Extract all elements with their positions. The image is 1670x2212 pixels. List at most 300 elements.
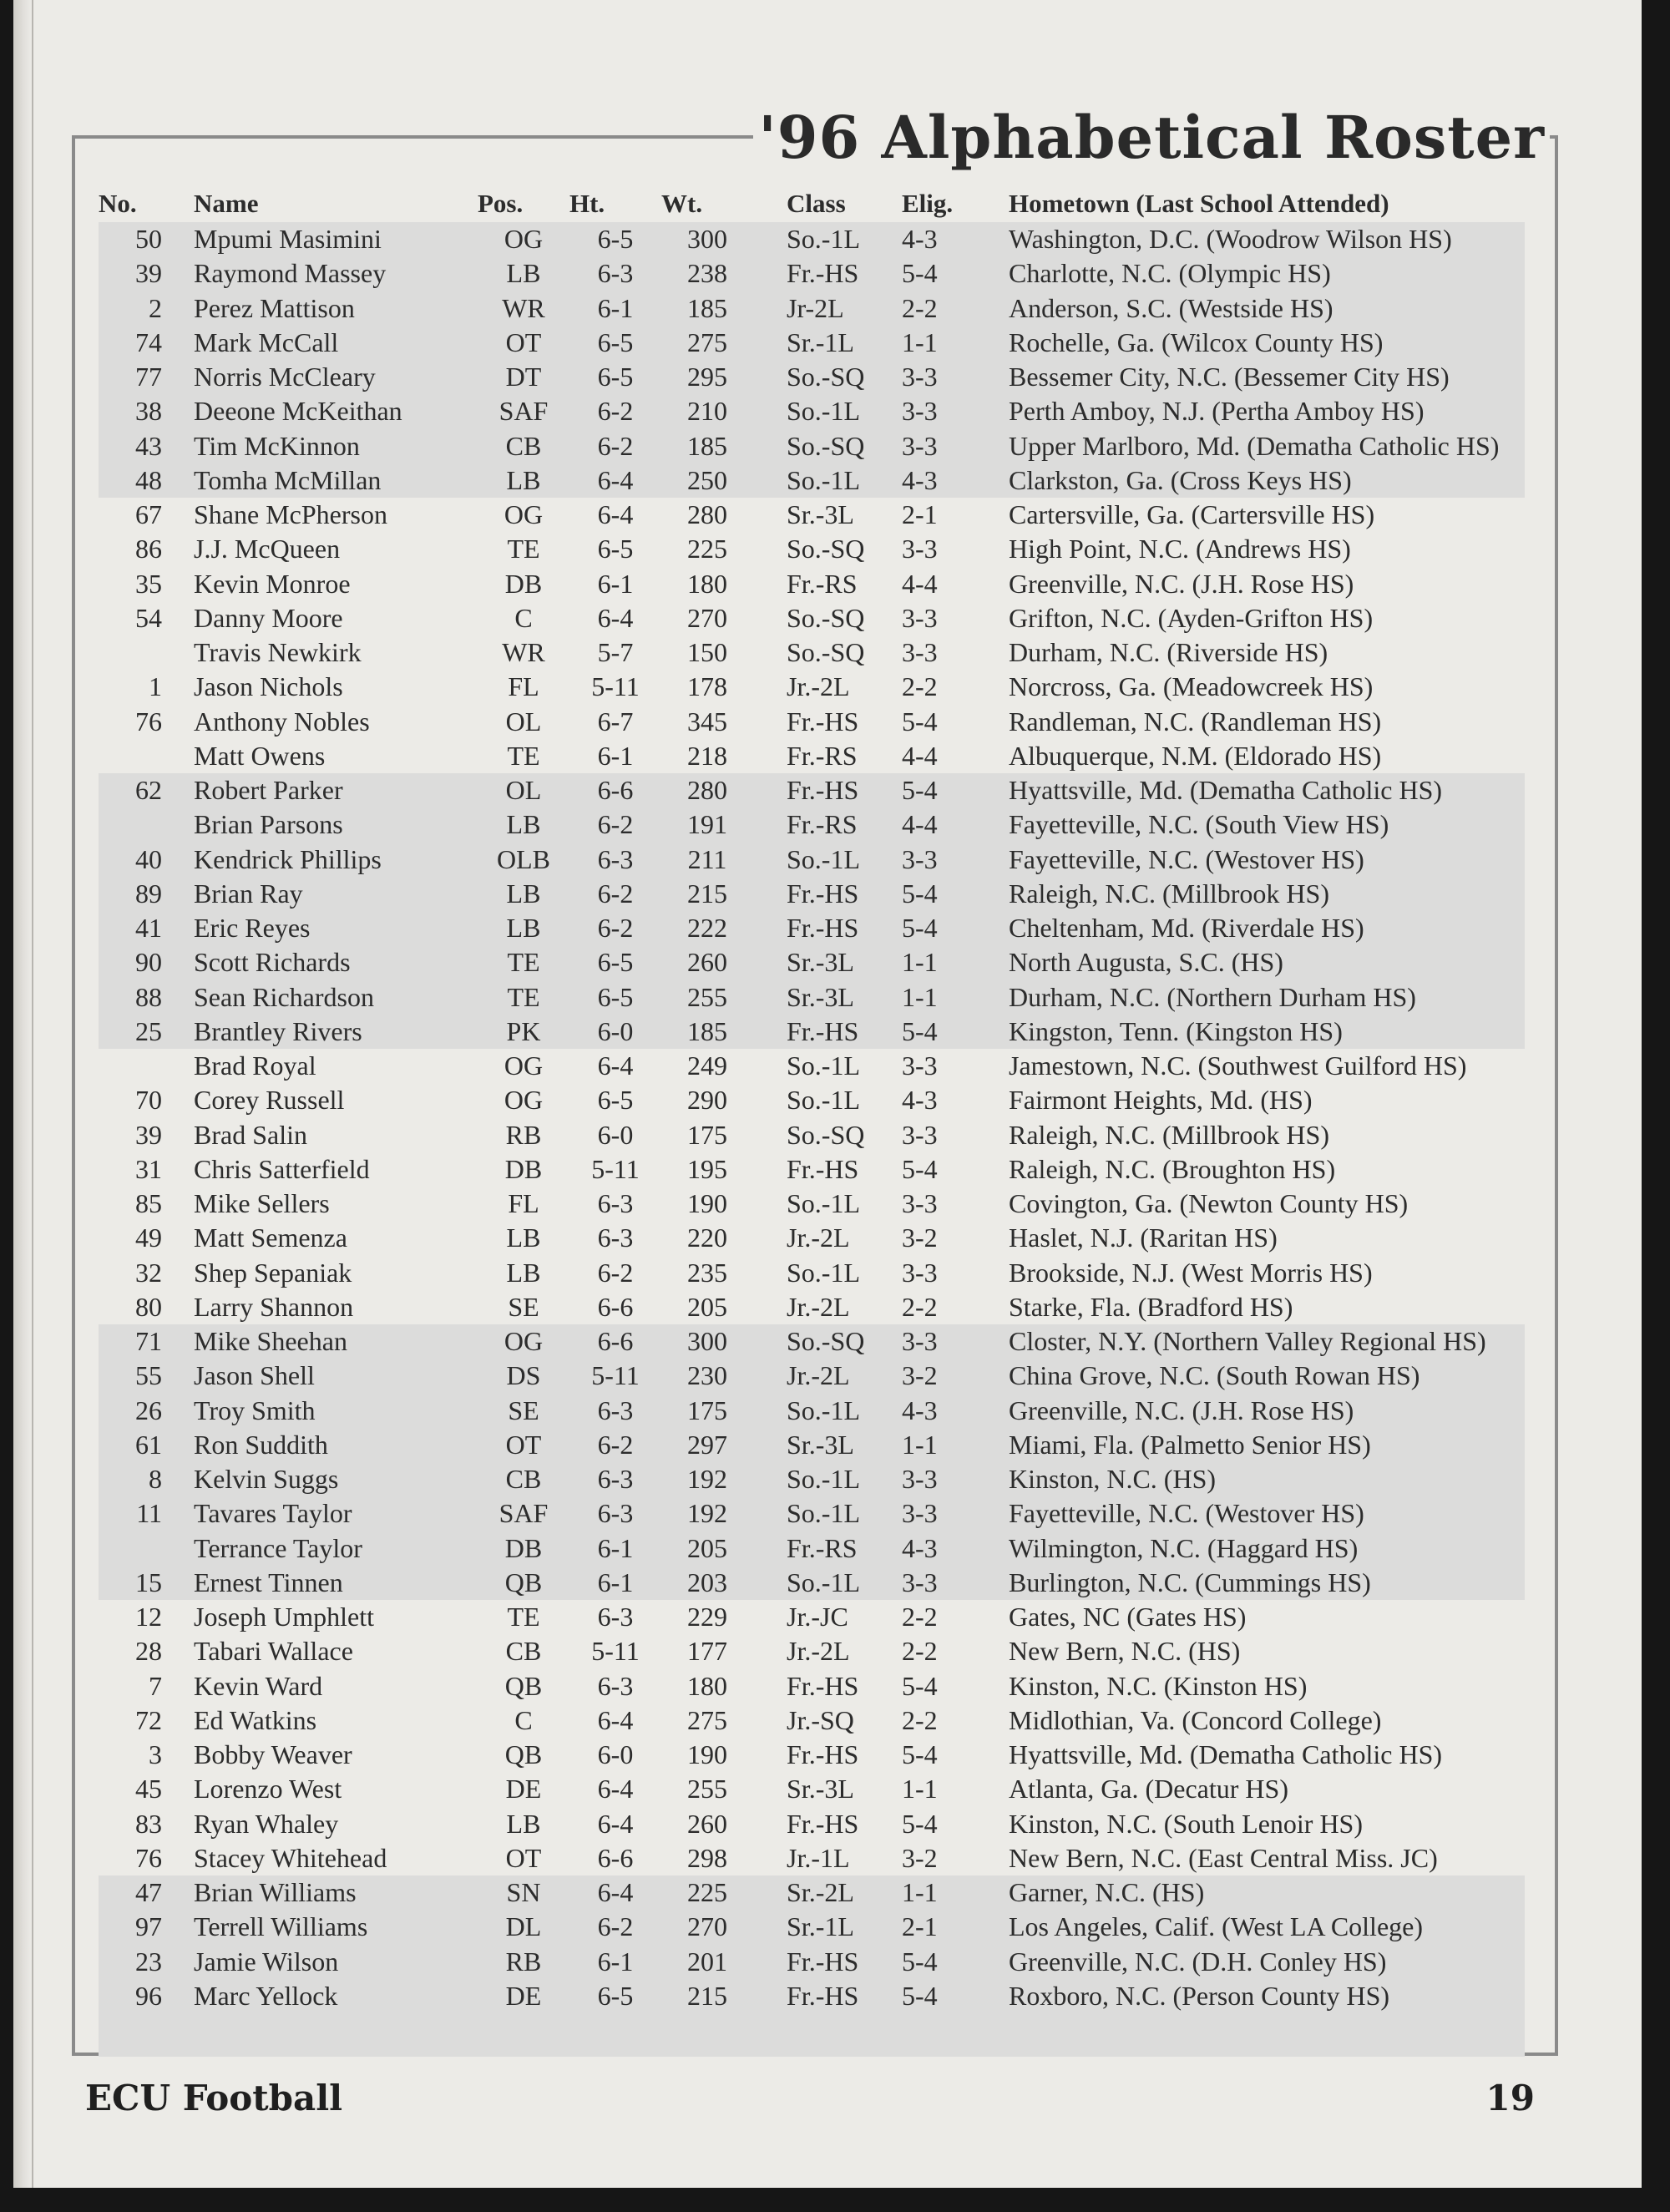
cell-hometown: Jamestown, N.C. (Southwest Guilford HS) (1009, 1050, 1467, 1081)
table-row (99, 877, 1525, 911)
cell-no (99, 807, 162, 842)
cell-hometown: Wilmington, N.C. (Haggard HS) (1009, 1532, 1359, 1563)
cell-pos: FL (508, 671, 539, 702)
cell-no: 88 (135, 981, 162, 1012)
cell-name: Kevin Ward (194, 1670, 323, 1701)
cell-class: So.-1L (787, 1567, 860, 1597)
cell-name: Anthony Nobles (194, 706, 370, 736)
cell-wt: 192 (687, 1498, 727, 1529)
table-row (99, 394, 1525, 428)
cell-ht: 6-2 (597, 430, 634, 461)
cell-name: Jason Nichols (194, 671, 343, 702)
cell-elig: 5-4 (902, 258, 938, 289)
cell-class: So.-1L (787, 1050, 860, 1081)
cell-name: J.J. McQueen (194, 534, 341, 564)
cell-hometown: Bessemer City, N.C. (Bessemer City HS) (1009, 362, 1450, 392)
cell-name: Ernest Tinnen (194, 1567, 343, 1597)
cell-name: Jamie Wilson (194, 1946, 339, 1977)
cell-wt: 192 (687, 1464, 727, 1495)
cell-hometown: Brookside, N.J. (West Morris HS) (1009, 1257, 1373, 1288)
cell-wt: 211 (687, 843, 727, 874)
cell-elig: 2-1 (902, 499, 938, 530)
cell-hometown: Charlotte, N.C. (Olympic HS) (1009, 258, 1331, 289)
cell-pos: LB (506, 878, 541, 909)
cell-pos: TE (507, 1602, 540, 1632)
cell-pos: TE (507, 534, 540, 564)
cell-pos: DB (504, 1153, 543, 1184)
cell-wt: 275 (687, 1704, 727, 1735)
cell-no: 76 (135, 1842, 162, 1873)
cell-pos: SAF (498, 396, 549, 427)
cell-pos: LB (506, 809, 541, 840)
cell-ht: 6-7 (597, 706, 634, 736)
cell-elig: 4-3 (902, 1532, 938, 1563)
table-row (99, 1015, 1525, 1049)
cell-ht: 6-6 (597, 1291, 634, 1322)
cell-hometown: High Point, N.C. (Andrews HS) (1009, 534, 1351, 564)
col-header-ht: Ht. (569, 189, 605, 218)
cell-wt: 180 (687, 568, 727, 599)
cell-hometown: Fayetteville, N.C. (South View HS) (1009, 809, 1389, 840)
cell-pos: DE (505, 1774, 542, 1805)
table-row (99, 601, 1525, 635)
table-row (99, 1566, 1525, 1600)
cell-wt: 218 (687, 740, 727, 771)
cell-wt: 250 (687, 464, 727, 495)
cell-wt: 235 (687, 1257, 727, 1288)
cell-wt: 190 (687, 1739, 727, 1770)
cell-hometown: New Bern, N.C. (HS) (1009, 1636, 1241, 1667)
cell-no: 38 (135, 396, 162, 427)
cell-class: Jr.-2L (787, 671, 850, 702)
cell-class: Jr-2L (787, 292, 844, 323)
cell-ht: 5-11 (591, 1636, 640, 1667)
cell-ht: 6-3 (597, 1188, 634, 1219)
cell-hometown: China Grove, N.C. (South Rowan HS) (1009, 1360, 1420, 1391)
cell-no: 62 (135, 775, 162, 806)
table-row (99, 326, 1525, 360)
cell-ht: 6-4 (597, 499, 634, 530)
table-row (99, 635, 1525, 670)
cell-hometown: Garner, N.C. (HS) (1009, 1877, 1205, 1908)
cell-hometown: Kinston, N.C. (Kinston HS) (1009, 1670, 1308, 1701)
cell-wt: 185 (687, 430, 727, 461)
cell-hometown: Washington, D.C. (Woodrow Wilson HS) (1009, 224, 1452, 255)
cell-class: Fr.-HS (787, 258, 859, 289)
cell-pos: WR (502, 292, 545, 323)
cell-wt: 260 (687, 1808, 727, 1839)
cell-hometown: Roxboro, N.C. (Person County HS) (1009, 1980, 1390, 2011)
cell-ht: 6-4 (597, 1704, 634, 1735)
table-row (99, 1875, 1525, 1910)
cell-class: So.-1L (787, 1188, 860, 1219)
cell-name: Robert Parker (194, 775, 343, 806)
cell-class: So.-SQ (787, 430, 865, 461)
table-row (99, 360, 1525, 394)
cell-pos: CB (505, 1464, 542, 1495)
cell-wt: 178 (687, 671, 727, 702)
cell-no: 31 (135, 1153, 162, 1184)
cell-hometown: Kinston, N.C. (South Lenoir HS) (1009, 1808, 1363, 1839)
cell-name: Perez Mattison (194, 292, 355, 323)
table-row (99, 739, 1525, 773)
cell-no (99, 1049, 162, 1083)
cell-ht: 6-1 (597, 568, 634, 599)
cell-wt: 260 (687, 947, 727, 978)
col-header-name: Name (194, 189, 259, 218)
cell-name: Chris Satterfield (194, 1153, 370, 1184)
cell-pos: OT (505, 1429, 542, 1460)
cell-elig: 2-1 (902, 1911, 938, 1942)
cell-pos: OG (504, 1050, 544, 1081)
cell-no: 86 (135, 534, 162, 564)
cell-class: So.-SQ (787, 637, 865, 668)
cell-no: 7 (149, 1670, 162, 1701)
cell-name: Larry Shannon (194, 1291, 354, 1322)
cell-class: Fr.-HS (787, 913, 859, 944)
cell-class: So.-SQ (787, 1119, 865, 1150)
cell-ht: 6-3 (597, 258, 634, 289)
cell-ht: 6-4 (597, 1774, 634, 1805)
cell-no: 67 (135, 499, 162, 530)
cell-class: Fr.-HS (787, 775, 859, 806)
cell-ht: 6-0 (597, 1739, 634, 1770)
cell-elig: 3-3 (902, 430, 938, 461)
cell-hometown: Hyattsville, Md. (Dematha Catholic HS) (1009, 775, 1443, 806)
cell-name: Matt Owens (194, 740, 326, 771)
cell-wt: 177 (687, 1636, 727, 1667)
cell-no: 28 (135, 1636, 162, 1667)
cell-no: 61 (135, 1429, 162, 1460)
cell-name: Lorenzo West (194, 1774, 342, 1805)
cell-elig: 1-1 (902, 947, 938, 978)
cell-name: Ron Suddith (194, 1429, 328, 1460)
cell-class: Fr.-RS (787, 568, 858, 599)
cell-no: 40 (135, 843, 162, 874)
cell-no: 80 (135, 1291, 162, 1322)
cell-elig: 4-4 (902, 809, 938, 840)
cell-pos: C (514, 602, 533, 633)
cell-hometown: Burlington, N.C. (Cummings HS) (1009, 1567, 1371, 1597)
table-row (99, 1394, 1525, 1428)
cell-no: 45 (135, 1774, 162, 1805)
table-row (99, 1807, 1525, 1841)
cell-ht: 6-2 (597, 1257, 634, 1288)
cell-wt: 295 (687, 362, 727, 392)
cell-hometown: Cheltenham, Md. (Riverdale HS) (1009, 913, 1364, 944)
cell-pos: OG (504, 499, 544, 530)
cell-ht: 5-11 (591, 1153, 640, 1184)
cell-elig: 1-1 (902, 981, 938, 1012)
cell-hometown: Raleigh, N.C. (Millbrook HS) (1009, 1119, 1329, 1150)
cell-elig: 3-3 (902, 1498, 938, 1529)
cell-wt: 230 (687, 1360, 727, 1391)
cell-pos: DS (506, 1360, 541, 1391)
cell-class: Jr.-2L (787, 1222, 850, 1253)
cell-pos: SE (508, 1291, 539, 1322)
cell-pos: WR (502, 637, 545, 668)
cell-hometown: Anderson, S.C. (Westside HS) (1009, 292, 1333, 323)
cell-elig: 2-2 (902, 292, 938, 323)
cell-no: 54 (135, 602, 162, 633)
cell-name: Kendrick Phillips (194, 843, 382, 874)
cell-name: Brad Salin (194, 1119, 307, 1150)
table-row (99, 291, 1525, 326)
cell-wt: 300 (687, 224, 727, 255)
col-header-wt: Wt. (661, 189, 703, 218)
table-row (99, 1290, 1525, 1324)
cell-ht: 6-5 (597, 1085, 634, 1116)
cell-hometown: Atlanta, Ga. (Decatur HS) (1009, 1774, 1288, 1805)
table-row (99, 429, 1525, 463)
table-row (99, 256, 1525, 291)
cell-hometown: Closter, N.Y. (Northern Valley Regional HS) (1009, 1326, 1486, 1357)
cell-wt: 225 (687, 534, 727, 564)
cell-name: Terrell Williams (194, 1911, 368, 1942)
cell-class: Fr.-HS (787, 706, 859, 736)
cell-elig: 3-3 (902, 602, 938, 633)
cell-elig: 1-1 (902, 1877, 938, 1908)
cell-ht: 6-3 (597, 1498, 634, 1529)
cell-class: Fr.-HS (787, 878, 859, 909)
cell-pos: PK (506, 1015, 541, 1046)
cell-pos: LB (506, 1808, 541, 1839)
cell-no: 74 (135, 326, 162, 357)
cell-class: Jr.-1L (787, 1842, 850, 1873)
cell-ht: 6-6 (597, 1326, 634, 1357)
cell-pos: FL (508, 1188, 539, 1219)
cell-ht: 6-3 (597, 1464, 634, 1495)
cell-wt: 215 (687, 878, 727, 909)
cell-pos: DL (505, 1911, 542, 1942)
cell-wt: 203 (687, 1567, 727, 1597)
cell-name: Ryan Whaley (194, 1808, 339, 1839)
cell-elig: 5-4 (902, 1808, 938, 1839)
cell-ht: 5-7 (597, 637, 634, 668)
cell-name: Tabari Wallace (194, 1636, 353, 1667)
cell-pos: LB (506, 913, 541, 944)
cell-ht: 6-5 (597, 534, 634, 564)
table-row (99, 911, 1525, 945)
cell-elig: 5-4 (902, 1980, 938, 2011)
col-header-no: No. (99, 189, 137, 218)
table-row (99, 1187, 1525, 1221)
cell-no: 47 (135, 1877, 162, 1908)
cell-no: 8 (149, 1464, 162, 1495)
roster-table (99, 185, 1525, 2013)
cell-pos: RB (505, 1119, 542, 1150)
cell-class: Fr.-HS (787, 1980, 859, 2011)
cell-hometown: New Bern, N.C. (East Central Miss. JC) (1009, 1842, 1438, 1873)
cell-class: Sr.-3L (787, 499, 854, 530)
cell-no: 43 (135, 430, 162, 461)
cell-pos: LB (506, 1222, 541, 1253)
cell-wt: 270 (687, 602, 727, 633)
cell-no: 12 (135, 1602, 162, 1632)
cell-name: Brian Parsons (194, 809, 343, 840)
cell-elig: 5-4 (902, 1946, 938, 1977)
cell-elig: 3-3 (902, 1257, 938, 1288)
table-row (99, 1256, 1525, 1290)
cell-wt: 280 (687, 775, 727, 806)
cell-name: Brantley Rivers (194, 1015, 362, 1046)
cell-name: Kevin Monroe (194, 568, 351, 599)
cell-wt: 290 (687, 1085, 727, 1116)
cell-class: Fr.-RS (787, 740, 858, 771)
cell-wt: 297 (687, 1429, 727, 1460)
cell-elig: 5-4 (902, 1015, 938, 1046)
cell-hometown: Durham, N.C. (Riverside HS) (1009, 637, 1328, 668)
cell-class: So.-1L (787, 1085, 860, 1116)
cell-wt: 222 (687, 913, 727, 944)
cell-hometown: Perth Amboy, N.J. (Pertha Amboy HS) (1009, 396, 1425, 427)
cell-name: Mpumi Masimini (194, 224, 382, 255)
cell-wt: 280 (687, 499, 727, 530)
cell-elig: 3-3 (902, 637, 938, 668)
cell-class: Fr.-RS (787, 809, 858, 840)
cell-ht: 5-11 (591, 671, 640, 702)
page (13, 0, 1642, 2188)
cell-elig: 3-2 (902, 1222, 938, 1253)
cell-elig: 5-4 (902, 706, 938, 736)
cell-wt: 220 (687, 1222, 727, 1253)
cell-no: 55 (135, 1360, 162, 1391)
cell-elig: 2-2 (902, 1704, 938, 1735)
cell-hometown: Starke, Fla. (Bradford HS) (1009, 1291, 1293, 1322)
cell-class: Jr.-2L (787, 1291, 850, 1322)
cell-no: 39 (135, 1119, 162, 1150)
cell-wt: 210 (687, 396, 727, 427)
table-row (99, 1462, 1525, 1496)
cell-class: Jr.-2L (787, 1360, 850, 1391)
cell-no: 89 (135, 878, 162, 909)
cell-ht: 6-0 (597, 1119, 634, 1150)
cell-no (99, 1531, 162, 1566)
cell-hometown: Albuquerque, N.M. (Eldorado HS) (1009, 740, 1382, 771)
cell-ht: 6-0 (597, 1015, 634, 1046)
cell-hometown: Greenville, N.C. (D.H. Conley HS) (1009, 1946, 1387, 1977)
cell-no: 90 (135, 947, 162, 978)
cell-elig: 3-3 (902, 396, 938, 427)
cell-ht: 6-2 (597, 878, 634, 909)
cell-ht: 6-4 (597, 1877, 634, 1908)
table-row (99, 1738, 1525, 1772)
cell-class: Fr.-HS (787, 1015, 859, 1046)
cell-wt: 238 (687, 258, 727, 289)
cell-ht: 6-2 (597, 1429, 634, 1460)
cell-elig: 1-1 (902, 1774, 938, 1805)
cell-name: Tomha McMillan (194, 464, 382, 495)
cell-elig: 5-4 (902, 878, 938, 909)
cell-pos: SE (508, 1395, 539, 1425)
cell-hometown: Durham, N.C. (Northern Durham HS) (1009, 981, 1416, 1012)
cell-ht: 6-1 (597, 740, 634, 771)
table-row (99, 980, 1525, 1015)
cell-no: 41 (135, 913, 162, 944)
cell-no: 15 (135, 1567, 162, 1597)
cell-pos: CB (505, 1636, 542, 1667)
roster-body (99, 222, 1525, 2013)
cell-elig: 5-4 (902, 1670, 938, 1701)
cell-hometown: Rochelle, Ga. (Wilcox County HS) (1009, 326, 1384, 357)
cell-wt: 185 (687, 1015, 727, 1046)
cell-ht: 6-3 (597, 843, 634, 874)
cell-pos: OL (505, 775, 542, 806)
cell-no: 83 (135, 1808, 162, 1839)
cell-name: Bobby Weaver (194, 1739, 352, 1770)
cell-wt: 270 (687, 1911, 727, 1942)
cell-no: 11 (136, 1498, 162, 1529)
cell-hometown: Kingston, Tenn. (Kingston HS) (1009, 1015, 1343, 1046)
cell-class: Sr.-3L (787, 1774, 854, 1805)
cell-elig: 3-3 (902, 1188, 938, 1219)
cell-elig: 3-3 (902, 1119, 938, 1150)
cell-no: 3 (149, 1739, 162, 1770)
cell-class: So.-1L (787, 1464, 860, 1495)
table-row (99, 843, 1525, 877)
cell-class: Fr.-RS (787, 1532, 858, 1563)
cell-ht: 6-3 (597, 1222, 634, 1253)
table-row (99, 1049, 1525, 1083)
cell-wt: 191 (687, 809, 727, 840)
table-row (99, 1634, 1525, 1668)
cell-pos: LB (506, 464, 541, 495)
table-row (99, 463, 1525, 498)
cell-elig: 4-4 (902, 740, 938, 771)
cell-class: Sr.-3L (787, 947, 854, 978)
cell-name: Deeone McKeithan (194, 396, 402, 427)
table-row (99, 498, 1525, 532)
table-row (99, 773, 1525, 807)
cell-elig: 4-4 (902, 568, 938, 599)
cell-pos: TE (507, 947, 540, 978)
cell-name: Stacey Whitehead (194, 1842, 387, 1873)
cell-hometown: North Augusta, S.C. (HS) (1009, 947, 1283, 978)
cell-hometown: Raleigh, N.C. (Millbrook HS) (1009, 878, 1329, 909)
cell-no: 48 (135, 464, 162, 495)
cell-no: 49 (135, 1222, 162, 1253)
cell-name: Mike Sellers (194, 1188, 330, 1219)
cell-hometown: Randleman, N.C. (Randleman HS) (1009, 706, 1382, 736)
cell-hometown: Covington, Ga. (Newton County HS) (1009, 1188, 1409, 1219)
cell-class: Jr.-2L (787, 1636, 850, 1667)
cell-no: 23 (135, 1946, 162, 1977)
cell-pos: QB (504, 1567, 543, 1597)
table-row (99, 1221, 1525, 1255)
cell-elig: 3-3 (902, 1464, 938, 1495)
cell-hometown: Norcross, Ga. (Meadowcreek HS) (1009, 671, 1374, 702)
cell-class: So.-1L (787, 464, 860, 495)
cell-ht: 6-2 (597, 809, 634, 840)
cell-ht: 6-3 (597, 1670, 634, 1701)
cell-class: So.-SQ (787, 534, 865, 564)
cell-elig: 3-2 (902, 1360, 938, 1391)
cell-no: 96 (135, 1980, 162, 2011)
cell-class: So.-1L (787, 1498, 860, 1529)
cell-wt: 175 (687, 1395, 727, 1425)
cell-wt: 255 (687, 1774, 727, 1805)
table-row (99, 1772, 1525, 1806)
cell-wt: 180 (687, 1670, 727, 1701)
table-row (99, 1703, 1525, 1738)
cell-elig: 4-3 (902, 464, 938, 495)
cell-class: So.-1L (787, 843, 860, 874)
cell-ht: 6-1 (597, 1567, 634, 1597)
cell-hometown: Fayetteville, N.C. (Westover HS) (1009, 1498, 1364, 1529)
cell-hometown: Clarkston, Ga. (Cross Keys HS) (1009, 464, 1352, 495)
cell-no (99, 739, 162, 773)
cell-ht: 6-4 (597, 602, 634, 633)
